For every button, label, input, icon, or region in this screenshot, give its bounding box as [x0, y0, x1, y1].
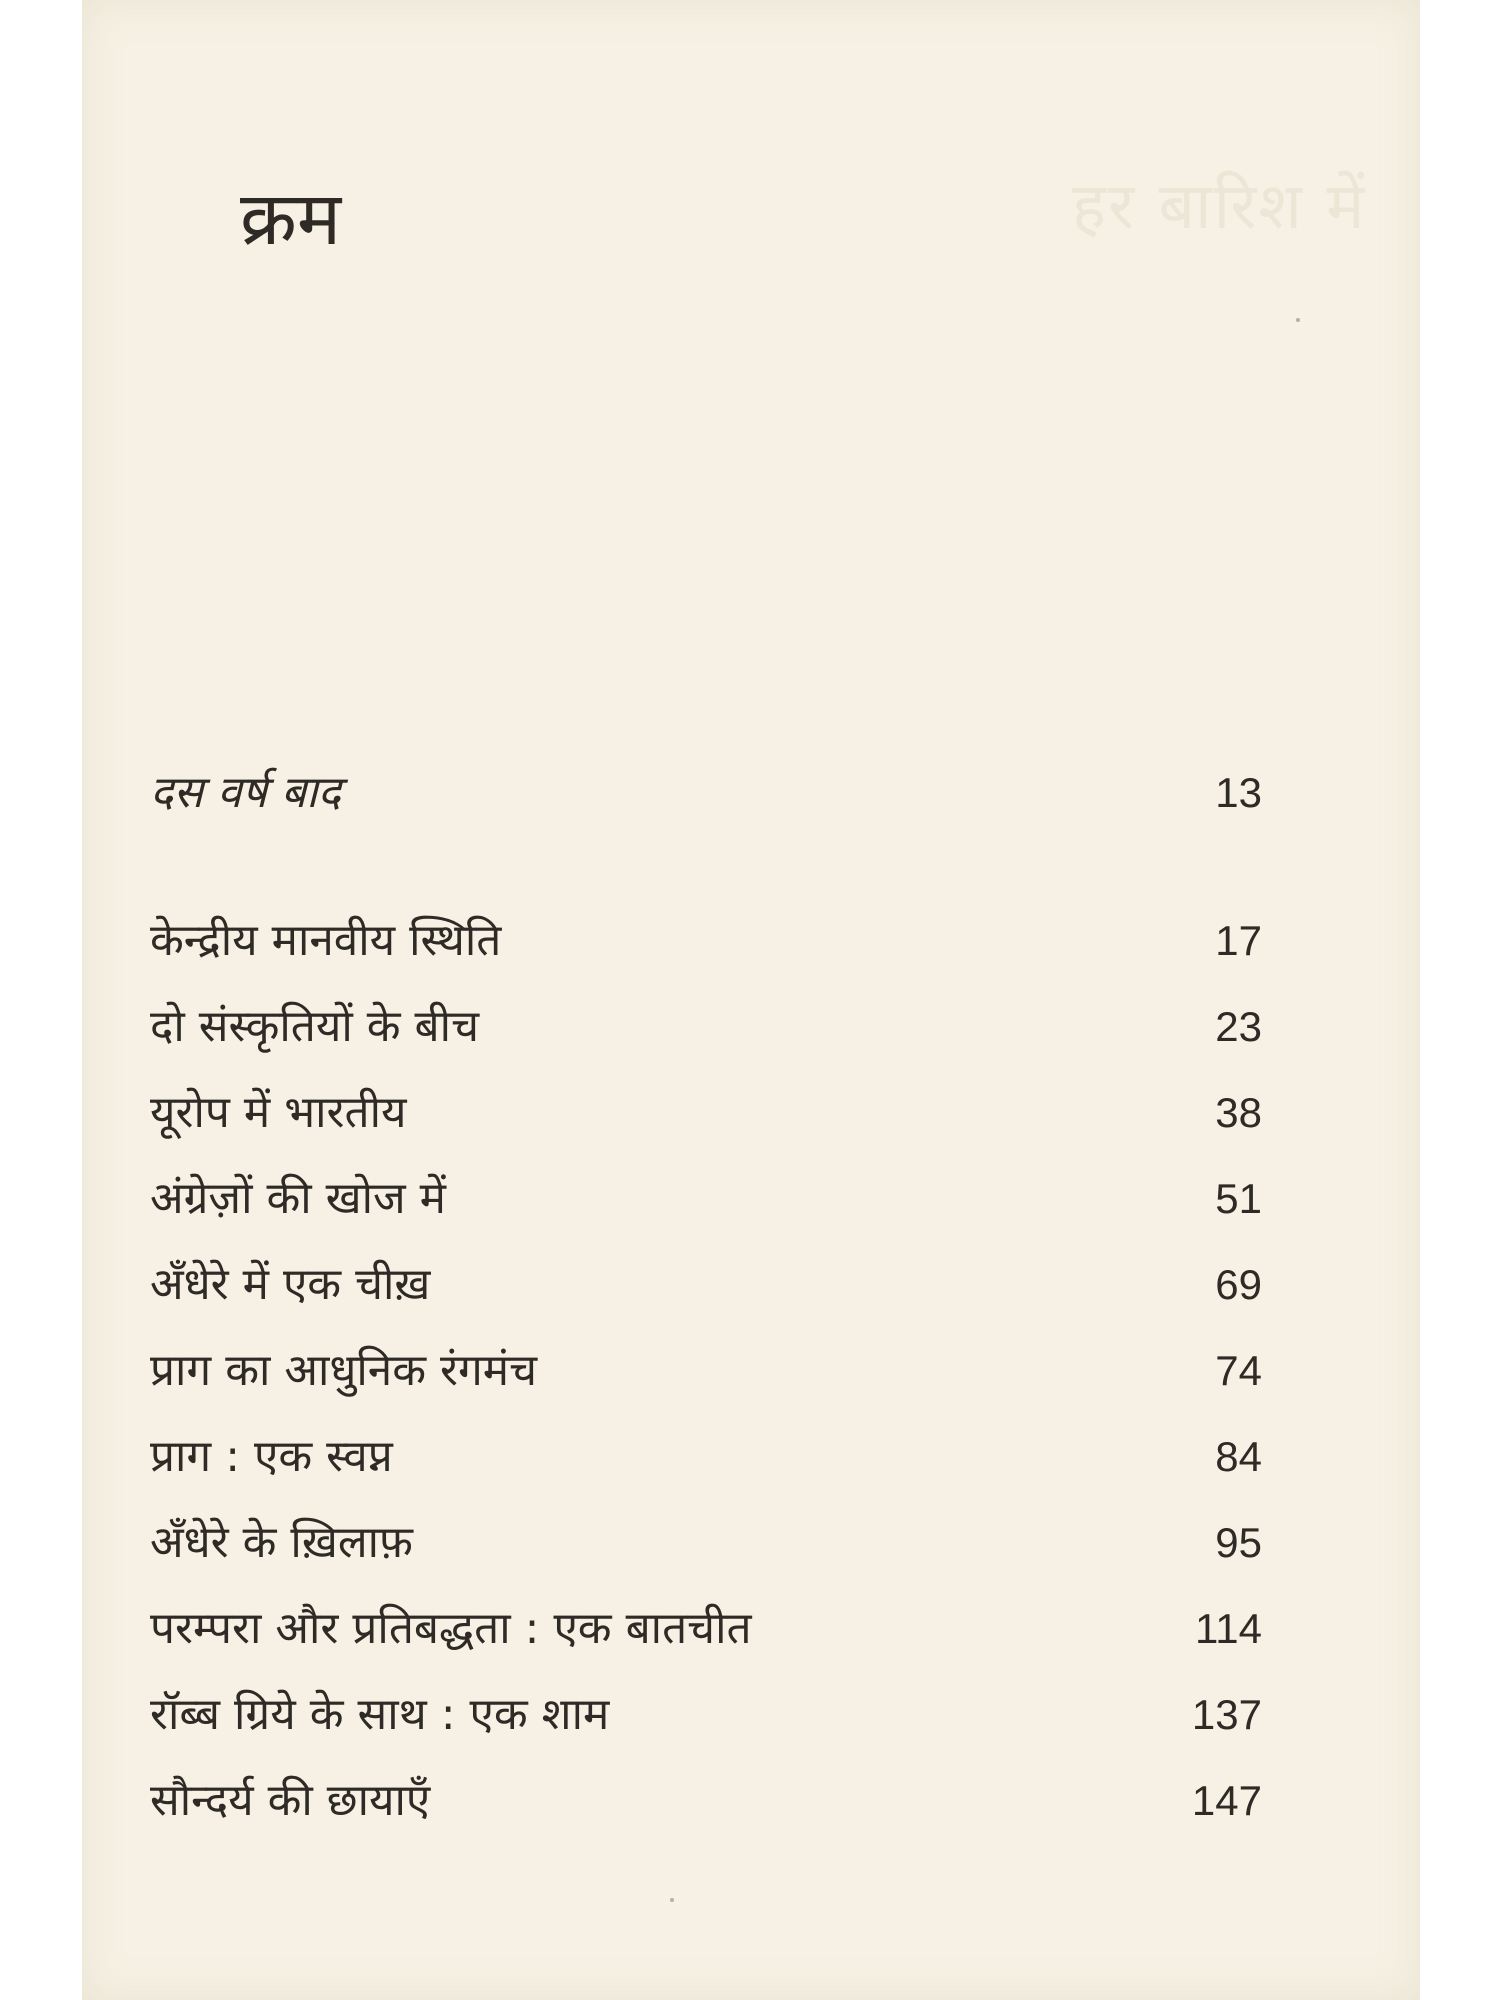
toc-entry [150, 1166, 1262, 1252]
toc-entry [150, 1424, 1262, 1510]
toc-entry-page: 95 [1215, 1519, 1262, 1566]
paper-speck [670, 1898, 674, 1902]
bleed-through-text: हर बारिश में [1072, 170, 1367, 244]
toc-entry [150, 1252, 1262, 1338]
toc-entry-page: 17 [1215, 917, 1262, 964]
toc-title: क्रम [240, 176, 342, 262]
toc-entry-title: सौन्दर्य की छायाएँ [150, 1775, 431, 1826]
toc-entry-title: अँधेरे के ख़िलाफ़ [150, 1517, 413, 1568]
toc-entry-page: 84 [1215, 1433, 1262, 1480]
toc-entry-page: 69 [1215, 1261, 1262, 1308]
paper-speck [1296, 318, 1300, 322]
toc-entry [150, 1682, 1262, 1768]
toc-entry-intro [150, 760, 1262, 908]
toc-entry [150, 1510, 1262, 1596]
toc-entry-title: केन्द्रीय मानवीय स्थिति [150, 915, 502, 966]
toc-entry-title: अँधेरे में एक चीख़ [150, 1259, 431, 1310]
toc-entry [150, 908, 1262, 994]
toc-entry-title: परम्परा और प्रतिबद्धता : एक बातचीत [150, 1603, 752, 1654]
toc-entry-page: 137 [1191, 1691, 1262, 1738]
toc-entry-title: यूरोप में भारतीय [150, 1087, 407, 1138]
toc-entry-title: प्राग का आधुनिक रंगमंच [150, 1345, 538, 1396]
toc-entry [150, 1080, 1262, 1166]
toc-entry-title: दो संस्कृतियों के बीच [150, 1001, 480, 1052]
toc-entry-title: प्राग : एक स्वप्न [150, 1431, 393, 1482]
toc-entry-page: 51 [1215, 1175, 1262, 1222]
toc-entry-page: 13 [1215, 769, 1262, 816]
toc-list [150, 760, 1262, 1854]
toc-entry-title: रॉब्ब ग्रिये के साथ : एक शाम [150, 1689, 610, 1740]
toc-entry-page: 114 [1195, 1605, 1262, 1652]
toc-entry [150, 1596, 1262, 1682]
toc-entry-page: 23 [1215, 1003, 1262, 1050]
toc-entry-title: दस वर्ष बाद [150, 767, 341, 818]
toc-entry-page: 38 [1215, 1089, 1262, 1136]
toc-entry-page: 147 [1191, 1777, 1262, 1824]
toc-entry [150, 1768, 1262, 1854]
toc-entry [150, 1338, 1262, 1424]
toc-entry-page: 74 [1215, 1347, 1262, 1394]
toc-entry-title: अंग्रेज़ों की खोज में [150, 1173, 446, 1224]
toc-entry [150, 994, 1262, 1080]
